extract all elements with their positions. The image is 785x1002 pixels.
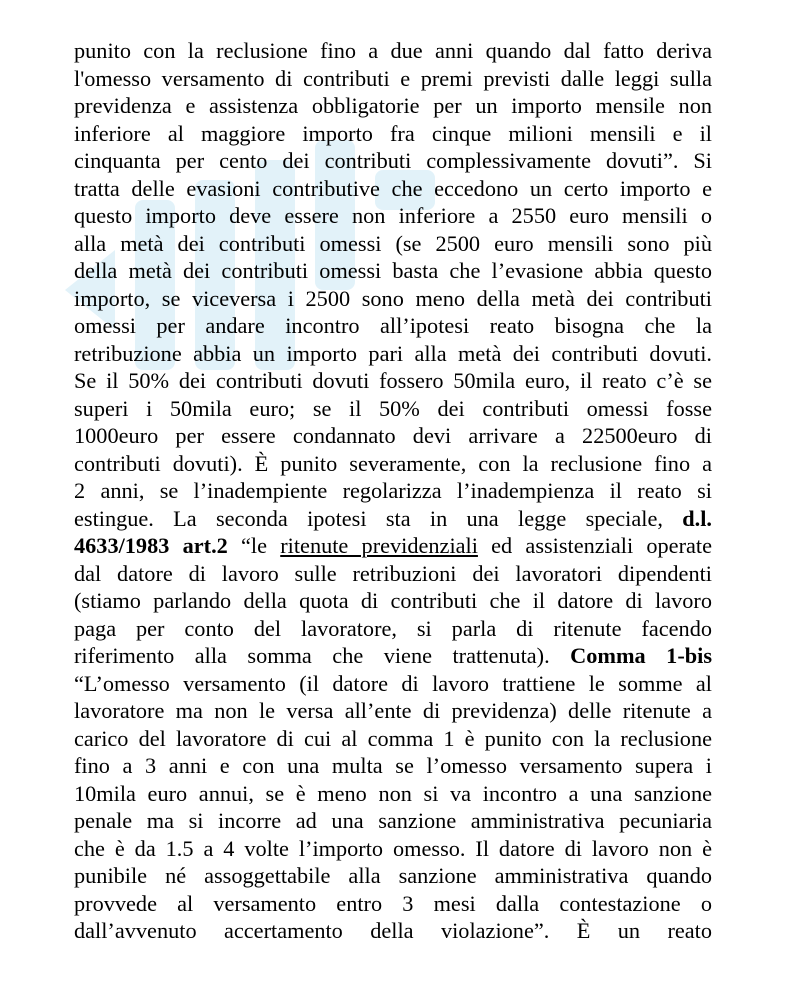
document-page xyxy=(74,37,712,945)
text-line: punibile né assoggettabile alla sanzione amministrativa quando xyxy=(74,863,712,888)
text-segment: “le xyxy=(227,533,281,558)
text-line: della metà dei contributi omessi basta che l’evasione abbia questo xyxy=(74,258,712,283)
text-line: “L’omesso versamento (il datore di lavoro trattiene le somme al xyxy=(74,670,712,696)
text-line: alla metà dei contributi omessi (se 2500 euro mensili sono più xyxy=(74,230,712,256)
text-line: tratta delle evasioni contributive che eccedono un certo importo e xyxy=(74,175,712,201)
law-citation: 4633/1983 art.2 xyxy=(74,533,228,558)
text-line: dall’avvenuto accertamento della violazione”. È un reato xyxy=(74,918,712,943)
text-line: 2 anni, se l’inadempiente regolarizza l’inadempienza il reato si xyxy=(74,478,712,503)
text-segment: ed assistenziali operate xyxy=(477,533,712,558)
text-line: inferiore al maggiore importo fra cinque milioni mensili e il xyxy=(74,120,712,146)
text-line: dal datore di lavoro sulle retribuzioni dei lavoratori dipendenti xyxy=(74,560,712,586)
text-line: punito con la reclusione fino a due anni quando dal fatto deriva xyxy=(74,38,712,63)
text-line: fino a 3 anni e con una multa se l’omesso versamento supera i xyxy=(74,753,712,778)
text-line: penale ma si incorre ad una sanzione amministrativa pecuniaria xyxy=(74,808,712,833)
law-citation: d.l. xyxy=(682,505,712,531)
text-line: provvede al versamento entro 3 mesi dalla contestazione o xyxy=(74,890,712,916)
text-line-with-heading xyxy=(74,642,712,670)
text-line: (stiamo parlando della quota di contributi che il datore di lavoro xyxy=(74,588,712,613)
text-line: paga per conto del lavoratore, si parla di ritenute facendo xyxy=(74,615,712,641)
text-line: contributi dovuti). È punito severamente, con la reclusione fino a xyxy=(74,450,712,476)
text-line-with-citation xyxy=(74,532,712,560)
text-line: carico del lavoratore di cui al comma 1 è punito con la reclusione xyxy=(74,725,712,751)
text-line: previdenza e assistenza obbligatorie per un importo mensile non xyxy=(74,93,712,118)
text-line: superi i 50mila euro; se il 50% dei contributi omessi fosse xyxy=(74,395,712,421)
text-line: cinquanta per cento dei contributi complessivamente dovuti”. Si xyxy=(74,148,712,173)
text-line: omessi per andare incontro all’ipotesi reato bisogna che la xyxy=(74,313,712,338)
text-line: che è da 1.5 a 4 volte l’importo omesso. Il datore di lavoro non è xyxy=(74,835,712,861)
underlined-term: ritenute previdenziali xyxy=(280,533,478,558)
text-line-with-citation xyxy=(74,505,712,533)
text-line: questo importo deve essere non inferiore a 2550 euro mensili o xyxy=(74,203,712,228)
text-line: retribuzione abbia un importo pari alla metà dei contributi dovuti. xyxy=(74,340,712,366)
text-line: l'omesso versamento di contributi e premi previsti dalle leggi sulla xyxy=(74,65,712,91)
text-segment: riferimento alla somma che viene trattenuta). xyxy=(74,643,550,668)
text-line: Se il 50% dei contributi dovuti fossero 50mila euro, il reato c’è se xyxy=(74,368,712,393)
text-line: 1000euro per essere condannato devi arrivare a 22500euro di xyxy=(74,423,712,448)
text-segment: estingue. La seconda ipotesi sta in una legge speciale, xyxy=(74,505,663,531)
comma-heading: Comma 1-bis xyxy=(570,643,713,668)
text-line: lavoratore ma non le versa all’ente di previdenza) delle ritenute a xyxy=(74,698,712,723)
text-line: 10mila euro annui, se è meno non si va incontro a una sanzione xyxy=(74,780,712,806)
text-line: importo, se viceversa i 2500 sono meno della metà dei contributi xyxy=(74,285,712,311)
